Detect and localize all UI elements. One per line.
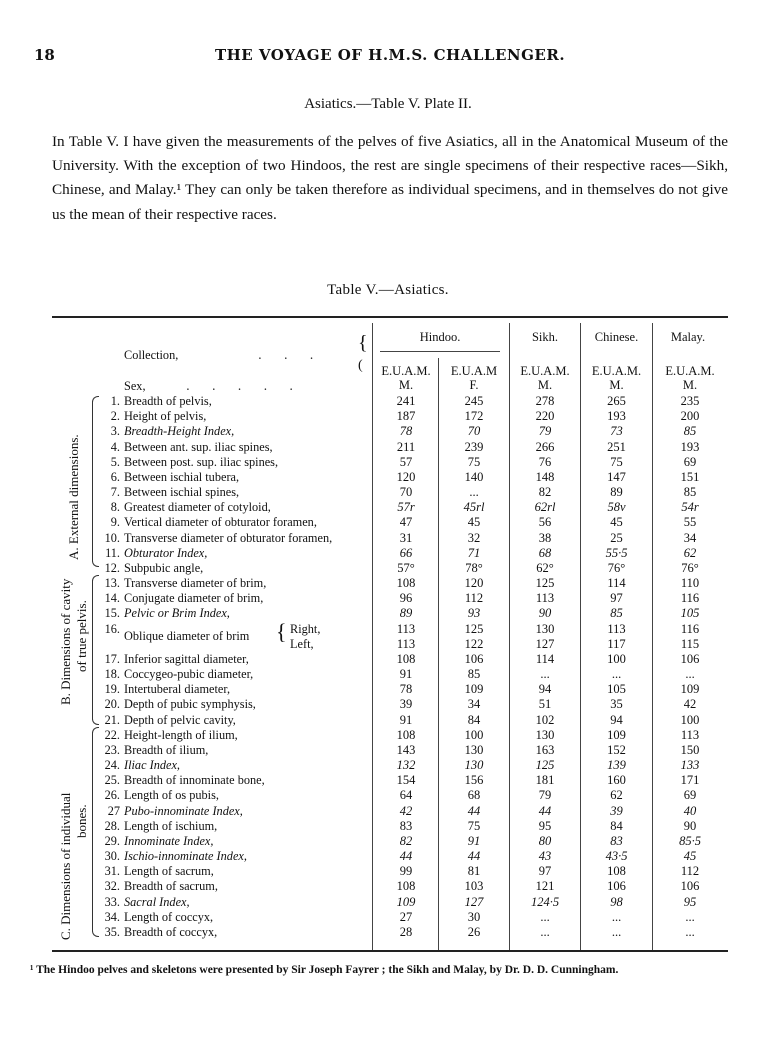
table-cell: 112 [680,864,700,879]
table-cell: 62° [536,560,554,575]
table-cell: 130 [535,621,555,636]
table-cell: 25 [610,530,623,545]
table-cell: 34 [467,697,481,712]
table-cell: 112 [464,591,484,606]
table-cell: 97 [538,864,552,879]
section-title: Asiatics.—Table V. Plate II. [304,96,472,112]
table-cell: ... [685,667,695,682]
table-cell: 75 [610,454,623,469]
row-number: 30. [104,849,120,864]
table-cell: 55 [683,515,697,530]
table-cell: 62 [683,545,697,560]
table-cell: 39 [610,803,623,818]
table-cell: 130 [464,742,484,757]
row-label: Obturator Index, [124,545,208,560]
row-number: 4. [110,439,120,454]
table-cell: 100 [464,727,484,742]
table-cell: 44 [467,803,481,818]
table-cell: 114 [535,651,555,666]
table-cell: 76° [681,560,699,575]
collection-cell: E.U.A.M. [381,364,431,378]
row-number: 10. [104,530,120,545]
row-number: 11. [105,545,120,560]
table-cell: 94 [538,682,552,697]
section-a-brace [92,396,99,567]
row-number: 28. [104,818,120,833]
table-cell: 148 [535,469,555,484]
table-cell: ... [685,924,695,939]
row-number: 33. [104,894,120,909]
collection-cell: E.U.A.M [450,364,498,378]
row-label: Depth of pubic symphysis, [124,697,256,712]
table-cell: 132 [396,758,416,773]
table-cell: 85 [683,424,697,439]
collection-cell: E.U.A.M. [591,364,642,378]
table-cell: 211 [396,439,416,454]
table-cell: 51 [538,697,552,712]
column-divider [652,323,653,950]
row-number: 22. [104,727,120,742]
table-cell: 85·5 [679,833,701,848]
table-cell: 116 [680,621,700,636]
table-cell: 45 [467,515,481,530]
table-cell: 45rl [463,500,485,515]
table-cell: 83 [610,833,623,848]
table-cell: 193 [607,409,626,424]
row-label: Between ant. sup. iliac spines, [124,439,273,454]
table-cell: 121 [535,879,555,894]
table-cell: 54r [681,500,699,515]
row-label: Conjugate diameter of brim, [124,591,264,606]
table-cell: 96 [399,591,413,606]
table-cell: 266 [535,439,555,454]
row-label: Innominate Index, [124,833,214,848]
table-cell: 84 [467,712,481,727]
oblique-left-label: Left, [290,636,314,651]
row-label: Intertuberal diameter, [124,682,231,697]
row-number: 1. [110,394,120,408]
table-cell: 80 [538,833,552,848]
table-cell: 43 [538,849,552,864]
table-cell: 100 [607,651,626,666]
table-cell: 85 [610,606,623,621]
table-cell: 278 [535,394,555,408]
row-number: 14. [104,591,120,606]
row-label: Inferior sagittal diameter, [124,651,249,666]
table-cell: ... [540,909,550,924]
table-cell: 76° [607,560,626,575]
table-cell: 99 [399,864,413,879]
table-cell: 108 [396,651,416,666]
table-cell: 113 [607,621,626,636]
table-cell: 100 [680,712,700,727]
table-cell: 27 [399,909,413,924]
table-cell: 108 [396,727,416,742]
table-cell: 85 [467,667,481,682]
column-divider [372,323,373,950]
table-cell: 156 [464,773,484,788]
table-cell: 57 [399,454,413,469]
table-cell: 71 [467,545,481,560]
table-cell: 78 [399,424,413,439]
table-cell: 124·5 [530,894,560,909]
row-number: 17. [104,651,120,666]
table-cell: 220 [535,409,555,424]
table-cell: 70 [399,485,413,500]
table-cell: 91 [399,667,413,682]
row-label: Greatest diameter of cotyloid, [124,500,271,515]
table-cell: ... [611,924,622,939]
footnote: ¹ The Hindoo pelves and skeletons were presented by Sir Joseph Fayrer ; the Sikh and Malay, by Dr. D. D. Cunningham. [30,964,619,976]
row-number: 20. [104,697,120,712]
table-cell: 193 [680,439,700,454]
table-cell: 34 [683,530,697,545]
row-label: Breadth-Height Index, [124,424,235,439]
table-cell: 251 [607,439,626,454]
table-cell: 42 [683,697,697,712]
table-cell: 172 [464,409,484,424]
row-label: Breadth of innominate bone, [124,773,265,788]
table-cell: 73 [610,424,623,439]
row-label: Vertical diameter of obturator foramen, [124,515,317,530]
table-cell: 91 [467,833,481,848]
row-label: Between post. sup. iliac spines, [124,454,279,469]
table-cell: 68 [467,788,481,803]
table-cell: 98 [610,894,623,909]
table-cell: 90 [538,606,552,621]
group-chinese: Chinese. [594,330,639,344]
row-number: 26. [104,788,120,803]
collection-label: Collection, [124,348,179,362]
row-number: 29. [104,833,120,848]
table-cell: ... [469,485,479,500]
collection-cell: E.U.A.M. [520,364,570,378]
section-b-label-2: of true pelvis. [74,600,89,672]
table-cell: 125 [535,576,555,591]
row-number: 34. [104,909,120,924]
row-label: Subpubic angle, [124,560,204,575]
section-c-brace [92,727,99,937]
table-cell: 122 [464,636,484,651]
table-cell: 56 [538,515,552,530]
group-rule [380,351,500,352]
table-cell: 47 [399,515,413,530]
table-cell: 75 [467,454,481,469]
table-cell: 110 [680,576,700,591]
sex-cell: M. [682,378,698,392]
table-cell: 133 [680,758,700,773]
row-number: 25. [104,773,120,788]
table-cell: 30 [467,909,481,924]
section-b-label-1: B. Dimensions of cavity [58,578,73,705]
table-title: Table V.—Asiatics. [327,282,449,298]
row-label: Breadth of pelvis, [124,394,212,408]
row-number: 23. [104,742,120,757]
table-cell: 44 [467,849,481,864]
table-cell: 106 [607,879,626,894]
table-cell: 78 [399,682,413,697]
row-label: Breadth of sacrum, [124,879,218,894]
table-cell: ... [611,909,622,924]
running-title: THE VOYAGE OF H.M.S. CHALLENGER. [214,46,566,64]
group-hindoo: Hindoo. [419,330,461,344]
table-cell: 163 [535,742,555,757]
table-cell: 109 [680,682,700,697]
table-cell: 90 [683,818,697,833]
row-number: 21. [104,712,120,727]
oblique-right-label: Right, [290,621,321,636]
table-cell: 147 [607,469,626,484]
table-cell: 39 [399,697,413,712]
section-c-label-1: C. Dimensions of individual [58,792,73,940]
table-cell: 181 [535,773,555,788]
row-number: 5. [110,454,120,469]
row-number: 35. [104,924,120,939]
section-c-label-2: bones. [74,804,89,838]
table-cell: 69 [683,454,697,469]
table-cell: 239 [464,439,484,454]
table-cell: 130 [535,727,555,742]
row-number: 9. [110,515,120,530]
row-label: Height of pelvis, [124,409,207,424]
table-cell: 68 [538,545,552,560]
table-cell: 81 [467,864,481,879]
collection-cell: E.U.A.M. [665,364,715,378]
table-cell: 113 [680,727,700,742]
table-cell: 265 [607,394,626,408]
table-cell: 45 [610,515,623,530]
row-label: Transverse diameter of brim, [124,576,267,591]
table-cell: 108 [396,576,416,591]
table-cell: 130 [464,758,484,773]
table-cell: 127 [535,636,555,651]
table-cell: 79 [538,788,552,803]
table-cell: 70 [467,424,481,439]
table-cell: 57° [397,560,415,575]
table-cell: 40 [683,803,697,818]
table-cell: ... [611,667,622,682]
table-cell: 109 [464,682,484,697]
table-cell: 245 [464,394,484,408]
table-cell: 66 [399,545,413,560]
table-cell: ... [540,667,550,682]
table-cell: 154 [396,773,416,788]
row-label: Length of ischium, [124,818,218,833]
table-cell: 187 [396,409,416,424]
table-cell: 95 [683,894,697,909]
table-cell: 113 [535,591,555,606]
table-cell: 44 [538,803,552,818]
table-cell: 140 [464,469,484,484]
table-cell: 62 [610,788,623,803]
table-cell: 139 [607,758,626,773]
row-label: Between ischial spines, [124,485,240,500]
table-cell: 26 [467,924,481,939]
row-number: 12. [104,560,120,575]
row-label: Coccygeo-pubic diameter, [124,667,254,682]
sex-cell: M. [609,378,624,392]
table-cell: 108 [607,864,626,879]
row-label: Pubo-innominate Index, [124,803,243,818]
table-cell: 62rl [534,500,556,515]
sex-cell: M. [398,378,414,392]
table-cell: 125 [464,621,484,636]
table-cell: 241 [396,394,416,408]
row-label: Transverse diameter of obturator foramen, [124,530,333,545]
table-cell: 42 [399,803,413,818]
table-cell: 120 [464,576,484,591]
table-cell: 85 [683,485,697,500]
table-cell: 235 [680,394,700,408]
row-label: Between ischial tubera, [124,469,240,484]
table-cell: 106 [680,879,700,894]
table-cell: 97 [610,591,623,606]
table-cell: 35 [610,697,623,712]
table-cell: 113 [396,636,416,651]
intro-paragraph: In Table V. I have given the measurements of the pelves of five Asiatics, all in the Anatomical Museum of the University. With the exception of two Hindoos, the rest are single specimens of their respective races—Sikh, Chinese, and Malay.¹ They can only be taken therefore as individual specimens, and in themselves do not give us the mean of their respective races. [52,133,728,223]
table-cell: 55·5 [605,545,628,560]
table-cell: 75 [467,818,481,833]
row-number: 32. [104,879,120,894]
table-cell: 106 [464,651,484,666]
section-a-label: A. External dimensions. [66,434,81,560]
sex-cell: F. [469,378,479,392]
table-cell: 102 [535,712,555,727]
table-cell: 95 [538,818,552,833]
column-divider [580,323,581,950]
table-cell: 69 [683,788,697,803]
table-cell: 44 [399,849,413,864]
table-cell: ... [540,924,550,939]
table-cell: 113 [396,621,416,636]
table-cell: ... [685,909,695,924]
table-cell: 89 [610,485,623,500]
table-cell: 143 [396,742,416,757]
row-number: 3. [110,424,120,439]
table-cell: 105 [680,606,700,621]
row-number: 15. [104,606,120,621]
table-cell: 82 [538,485,552,500]
table-cell: 58v [607,500,626,515]
table-cell: 32 [467,530,481,545]
table-cell: 171 [680,773,700,788]
row-number: 19. [104,682,120,697]
row-number: 16. [104,621,120,636]
row-label: Ischio-innominate Index, [124,849,247,864]
table-cell: 57r [397,500,415,515]
table-cell: 91 [399,712,413,727]
table-cell: 125 [535,758,555,773]
sex-label: Sex, [124,379,146,393]
table-cell: 82 [399,833,413,848]
row-number: 8. [110,500,120,515]
oblique-brace: { [276,618,287,644]
row-number: 6. [110,469,120,484]
row-label: Height-length of ilium, [124,727,238,742]
table-cell: 79 [538,424,552,439]
table-cell: 89 [399,606,413,621]
table-cell: 200 [680,409,700,424]
table-cell: 109 [607,727,626,742]
sex-cell: M. [537,378,553,392]
row-label: Length of coccyx, [124,909,214,924]
table-cell: 108 [396,879,416,894]
row-label: Depth of pelvic cavity, [124,712,236,727]
table-cell: 78° [465,560,483,575]
table-cell: 115 [680,636,700,651]
table-cell: 76 [538,454,552,469]
table-cell: 31 [399,530,413,545]
table-cell: 105 [607,682,626,697]
row-label: Sacral Index, [124,894,190,909]
table-cell: 38 [538,530,552,545]
column-divider [509,323,510,950]
table-cell: 103 [464,879,484,894]
page-number: 18 [34,46,55,64]
row-label: Breadth of ilium, [124,742,209,757]
row-number: 7. [110,485,120,500]
row-number: 2. [110,409,120,424]
table-cell: 120 [396,469,416,484]
table-cell: 114 [607,576,626,591]
table-cell: 83 [399,818,413,833]
column-divider [438,358,439,950]
row-number: 18. [104,667,120,682]
table-cell: 28 [399,924,413,939]
table-cell: 152 [607,742,626,757]
row-label: Pelvic or Brim Index, [124,606,230,621]
row-number: 13. [104,576,120,591]
table-cell: 106 [680,651,700,666]
table-cell: 109 [396,894,416,909]
row-number: 31. [104,864,120,879]
table-cell: 160 [607,773,626,788]
row-label: Oblique diameter of brim [124,628,250,643]
group-sikh: Sikh. [531,330,559,344]
row-label: Breadth of coccyx, [124,924,218,939]
table-cell: 93 [467,606,481,621]
row-label: Iliac Index, [124,758,180,773]
table-cell: 117 [607,636,626,651]
row-label: Length of os pubis, [124,788,219,803]
table-cell: 64 [399,788,413,803]
section-b-brace [92,575,99,725]
table-cell: 94 [610,712,623,727]
table-cell: 84 [610,818,623,833]
table-cell: 127 [464,894,484,909]
table-cell: 116 [680,591,700,606]
table-cell: 150 [680,742,700,757]
group-malay: Malay. [670,330,706,344]
table-cell: 43·5 [605,849,628,864]
table-cell: 45 [683,849,697,864]
row-number: 24. [104,758,120,773]
table-cell: 151 [680,469,700,484]
running-head [34,46,746,66]
row-label: Length of sacrum, [124,864,214,879]
row-number: 27 [107,803,120,818]
